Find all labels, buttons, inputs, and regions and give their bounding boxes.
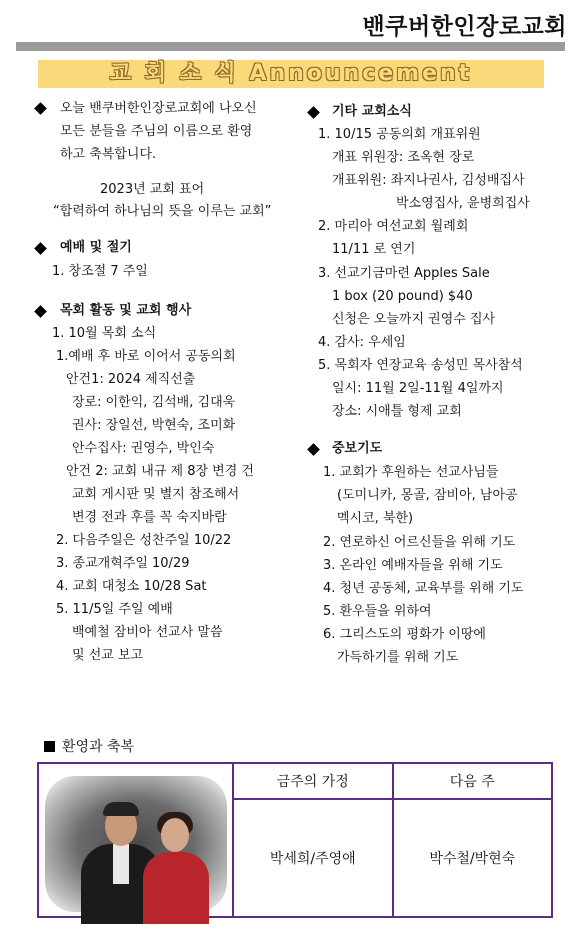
other-line: 11/11 로 연기 — [332, 242, 416, 257]
other-line: 3. 선교기금마련 Apples Sale — [318, 266, 490, 281]
session-line: 백예철 잠비아 선교사 말씀 — [72, 625, 223, 640]
session-line: 교회 게시판 및 별지 참조해서 — [72, 487, 240, 502]
bullet-diamond-icon — [34, 305, 47, 318]
bullet-diamond-icon — [34, 102, 47, 115]
bullet-diamond-icon — [307, 106, 320, 119]
this-week-family: 박세희/주영애 — [233, 799, 393, 917]
other-line: 신청은 오늘까지 권영수 집사 — [332, 312, 496, 327]
welcome-line: 오늘 밴쿠버한인장로교회에 나오신 — [60, 101, 257, 116]
woman-head — [161, 818, 189, 852]
prayer-line: 멕시코, 북한) — [337, 511, 414, 526]
session-line: 1. 10월 목회 소식 — [52, 326, 157, 341]
session-line: 4. 교회 대청소 10/28 Sat — [56, 579, 207, 594]
session-line: 안건1: 2024 제직선출 — [66, 372, 196, 387]
other-line: 1 box (20 pound) $40 — [332, 289, 473, 304]
other-heading: 기타 교회소식 — [332, 104, 412, 119]
prayer-line: 가득하기를 위해 기도 — [337, 650, 459, 665]
worship-heading: 예배 및 절기 — [60, 240, 132, 255]
session-line: 권사: 장일선, 박현숙, 조미화 — [72, 418, 236, 433]
other-line: 4. 감사: 우세임 — [318, 335, 406, 350]
other-line: 5. 목회자 연장교육 송성민 목사참석 — [318, 358, 523, 373]
prayer-line: 6. 그리스도의 평화가 이땅에 — [323, 627, 486, 642]
welcome-section-heading — [44, 736, 134, 756]
session-line: 5. 11/5일 주일 예배 — [56, 602, 173, 617]
banner-title: 교 회 소 식 Announcement — [109, 61, 473, 86]
other-line: 박소영집사, 윤병희집사 — [396, 196, 530, 211]
session-line: 2. 다음주일은 성찬주일 10/22 — [56, 533, 232, 548]
photo-background — [45, 776, 227, 912]
other-line: 개표위원: 좌지나권사, 김성배집사 — [332, 173, 525, 188]
session-line: 및 선교 보고 — [72, 648, 144, 663]
prayer-line: 2. 연로하신 어르신들을 위해 기도 — [323, 535, 516, 550]
announcement-banner — [38, 60, 544, 88]
motto-title: 2023년 교회 표어 — [100, 182, 205, 197]
prayer-line: (도미니카, 몽골, 잠비아, 남아공 — [337, 488, 518, 503]
other-line: 장소: 시애틀 형제 교회 — [332, 404, 462, 419]
motto: “합력하여 하나님의 뜻을 이루는 교회” — [53, 204, 272, 219]
session-line: 1.예배 후 바로 이어서 공동의회 — [56, 349, 236, 364]
prayer-line: 1. 교회가 후원하는 선교사님들 — [323, 465, 499, 480]
family-photo — [38, 763, 233, 917]
prayer-line: 4. 청년 공동체, 교육부를 위해 기도 — [323, 581, 524, 596]
other-line: 2. 마리아 여선교회 월례회 — [318, 219, 469, 234]
col-next-week: 다음 주 — [393, 763, 553, 799]
other-line: 1. 10/15 공동의회 개표위원 — [318, 127, 481, 142]
bullet-diamond-icon — [34, 242, 47, 255]
header-rule — [16, 42, 565, 51]
session-line: 변경 전과 후를 꼭 숙지바람 — [72, 510, 227, 525]
welcome-heading-text: 환영과 축복 — [62, 739, 135, 755]
other-line: 일시: 11월 2일-11월 4일까지 — [332, 381, 504, 396]
other-line: 개표 위원장: 조옥현 장로 — [332, 150, 475, 165]
session-line: 안수집사: 권영수, 박인숙 — [72, 441, 215, 456]
prayer-line: 3. 온라인 예배자들을 위해 기도 — [323, 558, 503, 573]
prayer-heading: 중보기도 — [332, 441, 383, 456]
welcome-table — [37, 762, 553, 918]
man-shirt — [113, 844, 129, 884]
prayer-line: 5. 환우들을 위하여 — [323, 604, 432, 619]
col-this-week: 금주의 가정 — [233, 763, 393, 799]
session-line: 안건 2: 교회 내규 제 8장 변경 건 — [66, 464, 254, 479]
bullet-diamond-icon — [307, 443, 320, 456]
man-hair — [103, 802, 139, 816]
session-line: 장로: 이한익, 김석배, 김대욱 — [72, 395, 236, 410]
welcome-line: 모든 분들을 주님의 이름으로 환영 — [60, 124, 253, 139]
session-heading: 목회 활동 및 교회 행사 — [60, 303, 192, 318]
session-line: 3. 종교개혁주일 10/29 — [56, 556, 190, 571]
church-name: 밴쿠버한인장로교회 — [362, 14, 567, 40]
next-week-family: 박수철/박현숙 — [393, 799, 553, 917]
woman-figure — [143, 852, 209, 924]
square-bullet-icon — [44, 741, 55, 752]
worship-item: 1. 창조절 7 주일 — [52, 264, 148, 279]
welcome-line: 하고 축복합니다. — [60, 147, 157, 162]
